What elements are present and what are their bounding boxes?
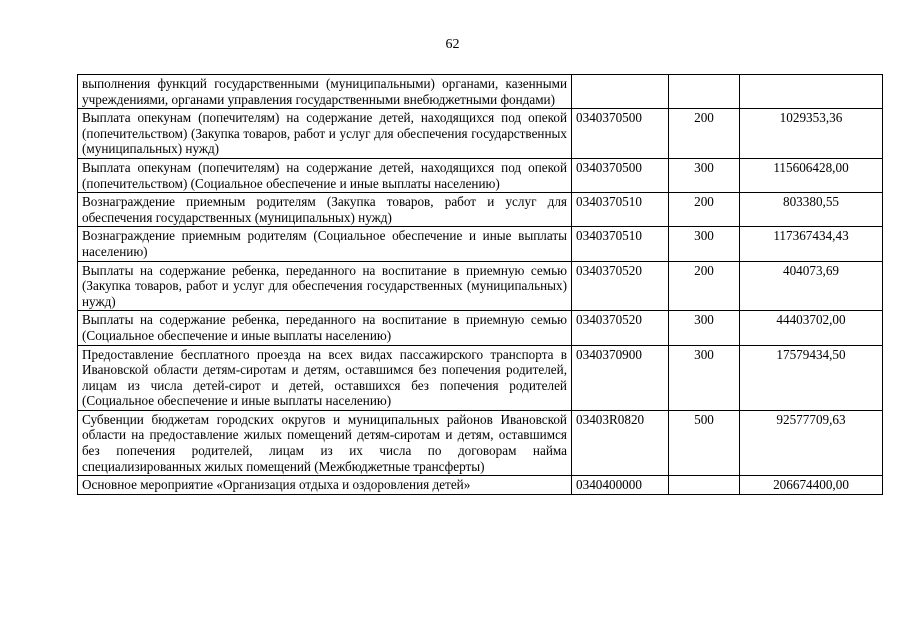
expense-name-cell: Субвенции бюджетам городских округов и муниципальных районов Ивановской области на предоставление жилых помещений детям-сиротам и детям, оставшимся без попечения родителей, лицам из их числа по договорам найма специализированных жилых помещений (Межбюджетные трансферты) — [78, 410, 572, 475]
table-row — [78, 476, 883, 495]
expense-name-cell: Выплата опекунам (попечителям) на содержание детей, находящихся под опекой (попечительством) (Социальное обеспечение и иные выплаты населению) — [78, 158, 572, 192]
amount-cell: 803380,55 — [740, 193, 883, 227]
expense-name-cell: Предоставление бесплатного проезда на всех видах пассажирского транспорта в Ивановской области детям-сиротам и детям, оставшимся без попечения родителей, лицам из числа детей-сирот и детей, оставшихся без попечения родителей (Социальное обеспечение и иные выплаты населению) — [78, 345, 572, 410]
amount-cell — [740, 75, 883, 109]
expense-name-cell: Основное мероприятие «Организация отдыха и оздоровления детей» — [78, 476, 572, 495]
amount-cell: 17579434,50 — [740, 345, 883, 410]
target-code-cell: 0340370500 — [572, 158, 669, 192]
table-row — [78, 75, 883, 109]
target-code-cell: 03403R0820 — [572, 410, 669, 475]
table-row — [78, 311, 883, 345]
amount-cell: 92577709,63 — [740, 410, 883, 475]
expense-type-cell: 500 — [669, 410, 740, 475]
expense-name-cell: Вознаграждение приемным родителям (Закупка товаров, работ и услуг для обеспечения государственных (муниципальных) нужд) — [78, 193, 572, 227]
target-code-cell: 0340370900 — [572, 345, 669, 410]
target-code-cell: 0340370500 — [572, 109, 669, 159]
table-row — [78, 261, 883, 311]
expense-name-cell: Выплаты на содержание ребенка, переданного на воспитание в приемную семью (Закупка товаров, работ и услуг для обеспечения государственных (муниципальных) нужд) — [78, 261, 572, 311]
target-code-cell: 0340400000 — [572, 476, 669, 495]
table-row — [78, 345, 883, 410]
target-code-cell: 0340370510 — [572, 193, 669, 227]
target-code-cell: 0340370520 — [572, 261, 669, 311]
target-code-cell: 0340370520 — [572, 311, 669, 345]
expense-type-cell — [669, 75, 740, 109]
table-row — [78, 410, 883, 475]
target-code-cell: 0340370510 — [572, 227, 669, 261]
table-row — [78, 158, 883, 192]
amount-cell: 117367434,43 — [740, 227, 883, 261]
amount-cell: 1029353,36 — [740, 109, 883, 159]
amount-cell: 44403702,00 — [740, 311, 883, 345]
expense-name-cell: выполнения функций государственными (муниципальными) органами, казенными учреждениями, органами управления государственными внебюджетными фондами) — [78, 75, 572, 109]
expense-type-cell: 300 — [669, 311, 740, 345]
target-code-cell — [572, 75, 669, 109]
expense-name-cell: Выплата опекунам (попечителям) на содержание детей, находящихся под опекой (попечительством) (Закупка товаров, работ и услуг для обеспечения государственных (муниципальных) нужд) — [78, 109, 572, 159]
expense-type-cell: 200 — [669, 193, 740, 227]
expense-type-cell: 300 — [669, 227, 740, 261]
amount-cell: 115606428,00 — [740, 158, 883, 192]
expense-type-cell: 300 — [669, 158, 740, 192]
expense-type-cell: 200 — [669, 261, 740, 311]
table-row — [78, 193, 883, 227]
table-row — [78, 109, 883, 159]
page-number: 62 — [445, 37, 460, 52]
expense-type-cell — [669, 476, 740, 495]
table-row — [78, 227, 883, 261]
expense-type-cell: 200 — [669, 109, 740, 159]
expense-name-cell: Вознаграждение приемным родителям (Социальное обеспечение и иные выплаты населению) — [78, 227, 572, 261]
expense-type-cell: 300 — [669, 345, 740, 410]
amount-cell: 404073,69 — [740, 261, 883, 311]
amount-cell: 206674400,00 — [740, 476, 883, 495]
budget-table — [77, 74, 883, 495]
expense-name-cell: Выплаты на содержание ребенка, переданного на воспитание в приемную семью (Социальное обеспечение и иные выплаты населению) — [78, 311, 572, 345]
